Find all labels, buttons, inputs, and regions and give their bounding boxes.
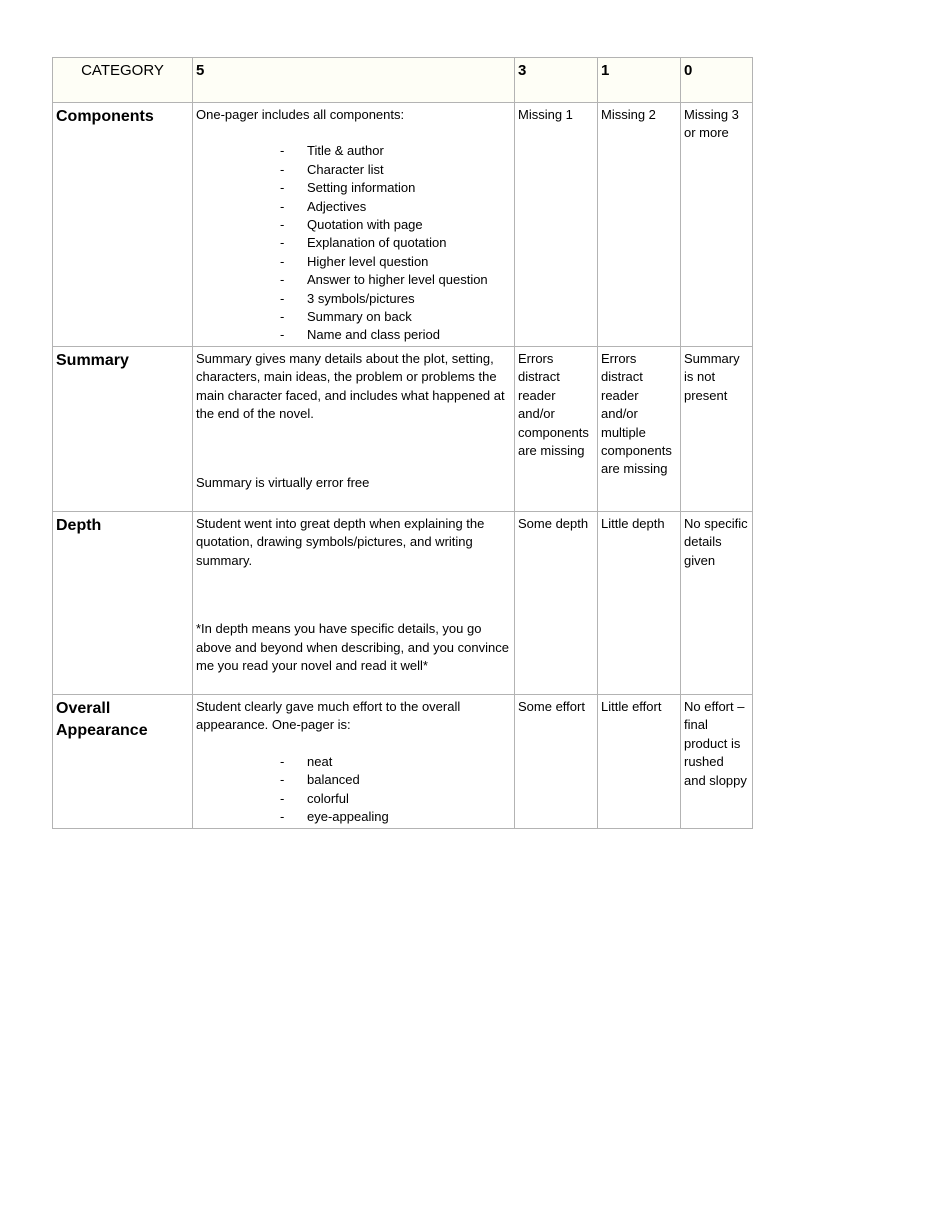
depth-label: Depth bbox=[56, 517, 102, 534]
depth-score-0-cell: No specific details given bbox=[681, 512, 753, 695]
list-item: - colorful bbox=[196, 790, 511, 808]
summary-score-5-cell bbox=[193, 347, 515, 512]
overall-score-3-cell: Some effort bbox=[515, 695, 598, 829]
list-item: - Quotation with page bbox=[196, 216, 511, 234]
components-score-1-cell: Missing 2 bbox=[598, 103, 681, 347]
components-label: Components bbox=[56, 108, 154, 125]
list-item: - 3 symbols/pictures bbox=[196, 290, 511, 308]
summary-text: Summary gives many details about the plot, setting, characters, main ideas, the problem or problems the main character faced, and includes what happened at the end of the novel. bbox=[196, 351, 505, 422]
components-score-5-cell bbox=[193, 103, 515, 347]
list-item: - Summary on back bbox=[196, 308, 511, 326]
components-score-3-cell: Missing 1 bbox=[515, 103, 598, 347]
depth-row bbox=[53, 512, 753, 695]
score-0-header: 0 bbox=[681, 58, 753, 103]
list-item: - Explanation of quotation bbox=[196, 234, 511, 252]
list-item: - Title & author bbox=[196, 142, 511, 160]
components-intro: One-pager includes all components: bbox=[196, 107, 405, 122]
list-item: - Answer to higher level question bbox=[196, 271, 511, 289]
score-5-header: 5 bbox=[193, 58, 515, 103]
overall-label-cell bbox=[53, 695, 193, 829]
list-item: - eye-appealing bbox=[196, 808, 511, 826]
summary-label-cell bbox=[53, 347, 193, 512]
depth-label-cell bbox=[53, 512, 193, 695]
score-3-header: 3 bbox=[515, 58, 598, 103]
overall-row bbox=[53, 695, 753, 829]
overall-label: Overall Appearance bbox=[56, 700, 148, 739]
depth-note: *In depth means you have specific details, you go above and beyond when describing, and you convince me you read your novel and read it well* bbox=[196, 621, 509, 674]
overall-score-0-cell: No effort – final product is rushed and sloppy bbox=[681, 695, 753, 829]
overall-intro: Student clearly gave much effort to the overall appearance. One-pager is: bbox=[196, 699, 461, 733]
components-score-0-cell: Missing 3 or more bbox=[681, 103, 753, 347]
overall-list bbox=[196, 753, 511, 827]
depth-score-3-cell: Some depth bbox=[515, 512, 598, 695]
list-item: - balanced bbox=[196, 771, 511, 789]
list-item: - Adjectives bbox=[196, 198, 511, 216]
summary-score-3-cell: Errors distract reader and/or components are missing bbox=[515, 347, 598, 512]
summary-note: Summary is virtually error free bbox=[196, 474, 370, 490]
rubric-table bbox=[52, 57, 753, 829]
header-row bbox=[53, 58, 753, 103]
overall-score-5-cell bbox=[193, 695, 515, 829]
score-1-header: 1 bbox=[598, 58, 681, 103]
depth-score-5-cell bbox=[193, 512, 515, 695]
list-item: - Character list bbox=[196, 161, 511, 179]
components-list bbox=[196, 142, 511, 344]
list-item: - Name and class period bbox=[196, 326, 511, 344]
depth-score-1-cell: Little depth bbox=[598, 512, 681, 695]
components-label-cell bbox=[53, 103, 193, 347]
summary-label: Summary bbox=[56, 352, 129, 369]
summary-row bbox=[53, 347, 753, 512]
list-item: - Higher level question bbox=[196, 253, 511, 271]
category-header: CATEGORY bbox=[53, 58, 193, 103]
summary-score-1-cell: Errors distract reader and/or multiple components are missing bbox=[598, 347, 681, 512]
depth-text: Student went into great depth when explaining the quotation, drawing symbols/pictures, and writing summary. bbox=[196, 516, 485, 568]
overall-score-1-cell: Little effort bbox=[598, 695, 681, 829]
summary-score-0-cell: Summary is not present bbox=[681, 347, 753, 512]
list-item: - Setting information bbox=[196, 179, 511, 197]
list-item: - neat bbox=[196, 753, 511, 771]
components-row bbox=[53, 103, 753, 347]
